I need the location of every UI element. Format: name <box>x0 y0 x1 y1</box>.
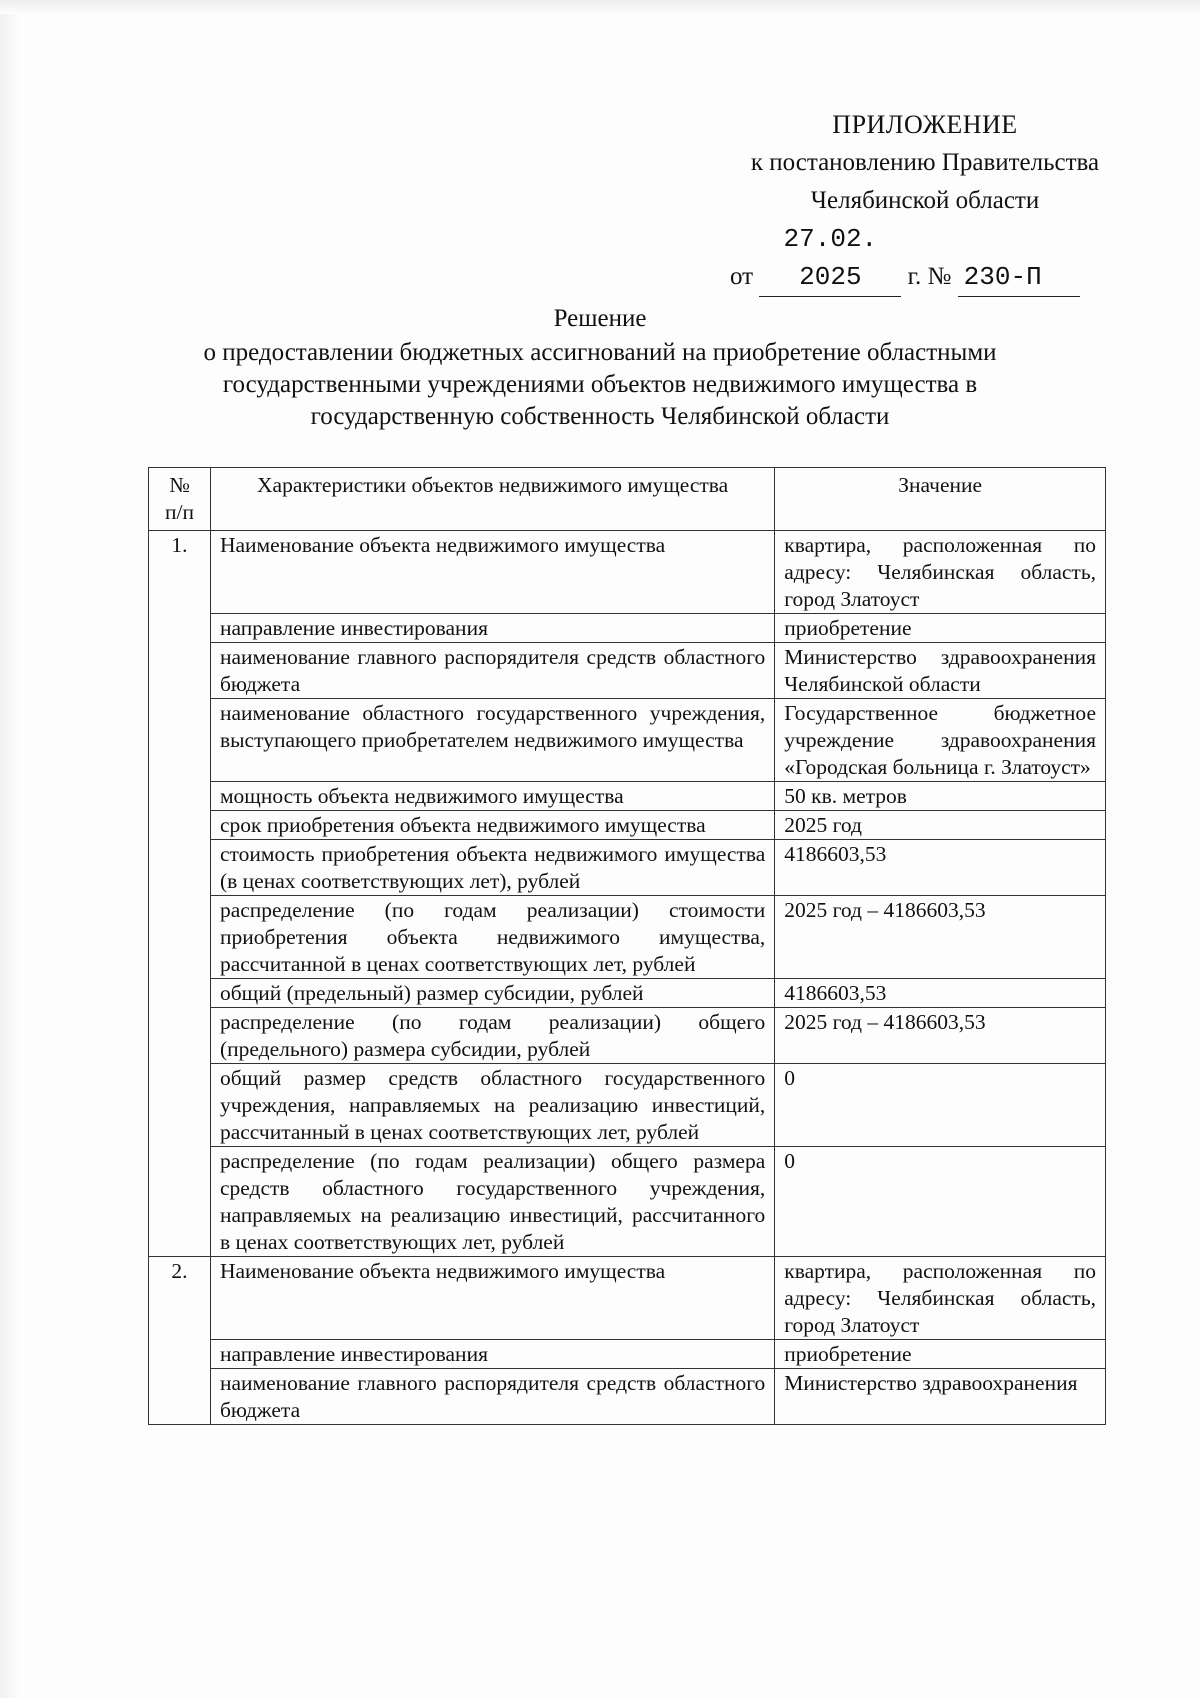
table-row <box>149 979 1106 1008</box>
characteristic-cell: мощность объекта недвижимого имущества <box>210 782 774 811</box>
characteristic-cell: направление инвестирования <box>210 1340 774 1369</box>
table-header-row <box>149 468 1106 531</box>
table-row <box>149 840 1106 896</box>
value-cell: Государственное бюджетное учреждение здравоохранения «Городская больница г. Златоуст» <box>775 699 1106 782</box>
header-characteristic: Характеристики объектов недвижимого имущества <box>210 468 774 531</box>
characteristic-cell: наименование областного государственного учреждения, выступающего приобретателем недвижимого имущества <box>210 699 774 782</box>
characteristic-cell: направление инвестирования <box>210 614 774 643</box>
appendix-header <box>700 106 1150 297</box>
characteristic-cell: наименование главного распорядителя средств областного бюджета <box>210 643 774 699</box>
appendix-date-line <box>700 220 1150 297</box>
table-row <box>149 1064 1106 1147</box>
table-body <box>149 531 1106 1425</box>
value-cell: 50 кв. метров <box>775 782 1106 811</box>
value-cell: 0 <box>775 1064 1106 1147</box>
characteristics-table <box>148 467 1106 1425</box>
header-num: № п/п <box>149 468 211 531</box>
decision-heading: Решение <box>553 305 647 332</box>
characteristic-cell: распределение (по годам реализации) общего (предельного) размера субсидии, рублей <box>210 1008 774 1064</box>
value-cell: 4186603,53 <box>775 840 1106 896</box>
value-cell: приобретение <box>775 1340 1106 1369</box>
date-prefix: от <box>730 263 754 290</box>
decision-line-1: о предоставлении бюджетных ассигнований на приобретение областными <box>203 339 997 366</box>
table-row <box>149 699 1106 782</box>
value-cell: 0 <box>775 1147 1106 1257</box>
characteristic-cell: распределение (по годам реализации) стоимости приобретения объекта недвижимого имущества, рассчитанной в ценах соответствующих лет, рублей <box>210 896 774 979</box>
table-row <box>149 1147 1106 1257</box>
appendix-line-2: Челябинской области <box>810 187 1040 214</box>
table-row <box>149 811 1106 840</box>
value-cell: 2025 год <box>775 811 1106 840</box>
scan-edge <box>0 0 20 1698</box>
year-suffix: г. № <box>907 263 952 290</box>
value-cell: Министерство здравоохранения Челябинской области <box>775 643 1106 699</box>
table-header <box>149 468 1106 531</box>
characteristic-cell: общий (предельный) размер субсидии, рублей <box>210 979 774 1008</box>
characteristic-cell: Наименование объекта недвижимого имущества <box>210 1257 774 1340</box>
table-row <box>149 1340 1106 1369</box>
characteristic-cell: стоимость приобретения объекта недвижимого имущества (в ценах соответствующих лет), рублей <box>210 840 774 896</box>
decision-title <box>130 303 1070 433</box>
table-row <box>149 614 1106 643</box>
characteristic-cell: Наименование объекта недвижимого имущества <box>210 531 774 614</box>
table-row <box>149 531 1106 614</box>
table-row <box>149 896 1106 979</box>
value-cell: 2025 год – 4186603,53 <box>775 1008 1106 1064</box>
document-number: 230-П <box>958 258 1080 297</box>
date-value: 27.02. 2025 <box>759 220 901 297</box>
section-number: 2. <box>149 1257 211 1425</box>
characteristic-cell: распределение (по годам реализации) общего размера средств областного государственного учреждения, направляемых на реализацию инвестиций, рассчитанного в ценах соответствующих лет, рублей <box>210 1147 774 1257</box>
appendix-line-1: к постановлению Правительства <box>750 149 1100 176</box>
scan-top-edge <box>0 0 1200 14</box>
decision-line-3: государственную собственность Челябинской области <box>310 403 890 430</box>
value-cell: 2025 год – 4186603,53 <box>775 896 1106 979</box>
table-row <box>149 782 1106 811</box>
value-cell: приобретение <box>775 614 1106 643</box>
table-row <box>149 1008 1106 1064</box>
header-value: Значение <box>775 468 1106 531</box>
value-cell: 4186603,53 <box>775 979 1106 1008</box>
table-row <box>149 1257 1106 1340</box>
section-number: 1. <box>149 531 211 1257</box>
appendix-title: ПРИЛОЖЕНИЕ <box>832 110 1018 139</box>
characteristic-cell: наименование главного распорядителя средств областного бюджета <box>210 1369 774 1425</box>
table-row <box>149 643 1106 699</box>
decision-line-2: государственными учреждениями объектов недвижимого имущества в <box>222 371 978 398</box>
value-cell: Министерство здравоохранения <box>775 1369 1106 1425</box>
table-row <box>149 1369 1106 1425</box>
characteristic-cell: общий размер средств областного государственного учреждения, направляемых на реализацию инвестиций, рассчитанный в ценах соответствующих лет, рублей <box>210 1064 774 1147</box>
characteristic-cell: срок приобретения объекта недвижимого имущества <box>210 811 774 840</box>
value-cell: квартира, расположенная по адресу: Челябинская область, город Златоуст <box>775 1257 1106 1340</box>
value-cell: квартира, расположенная по адресу: Челябинская область, город Златоуст <box>775 531 1106 614</box>
